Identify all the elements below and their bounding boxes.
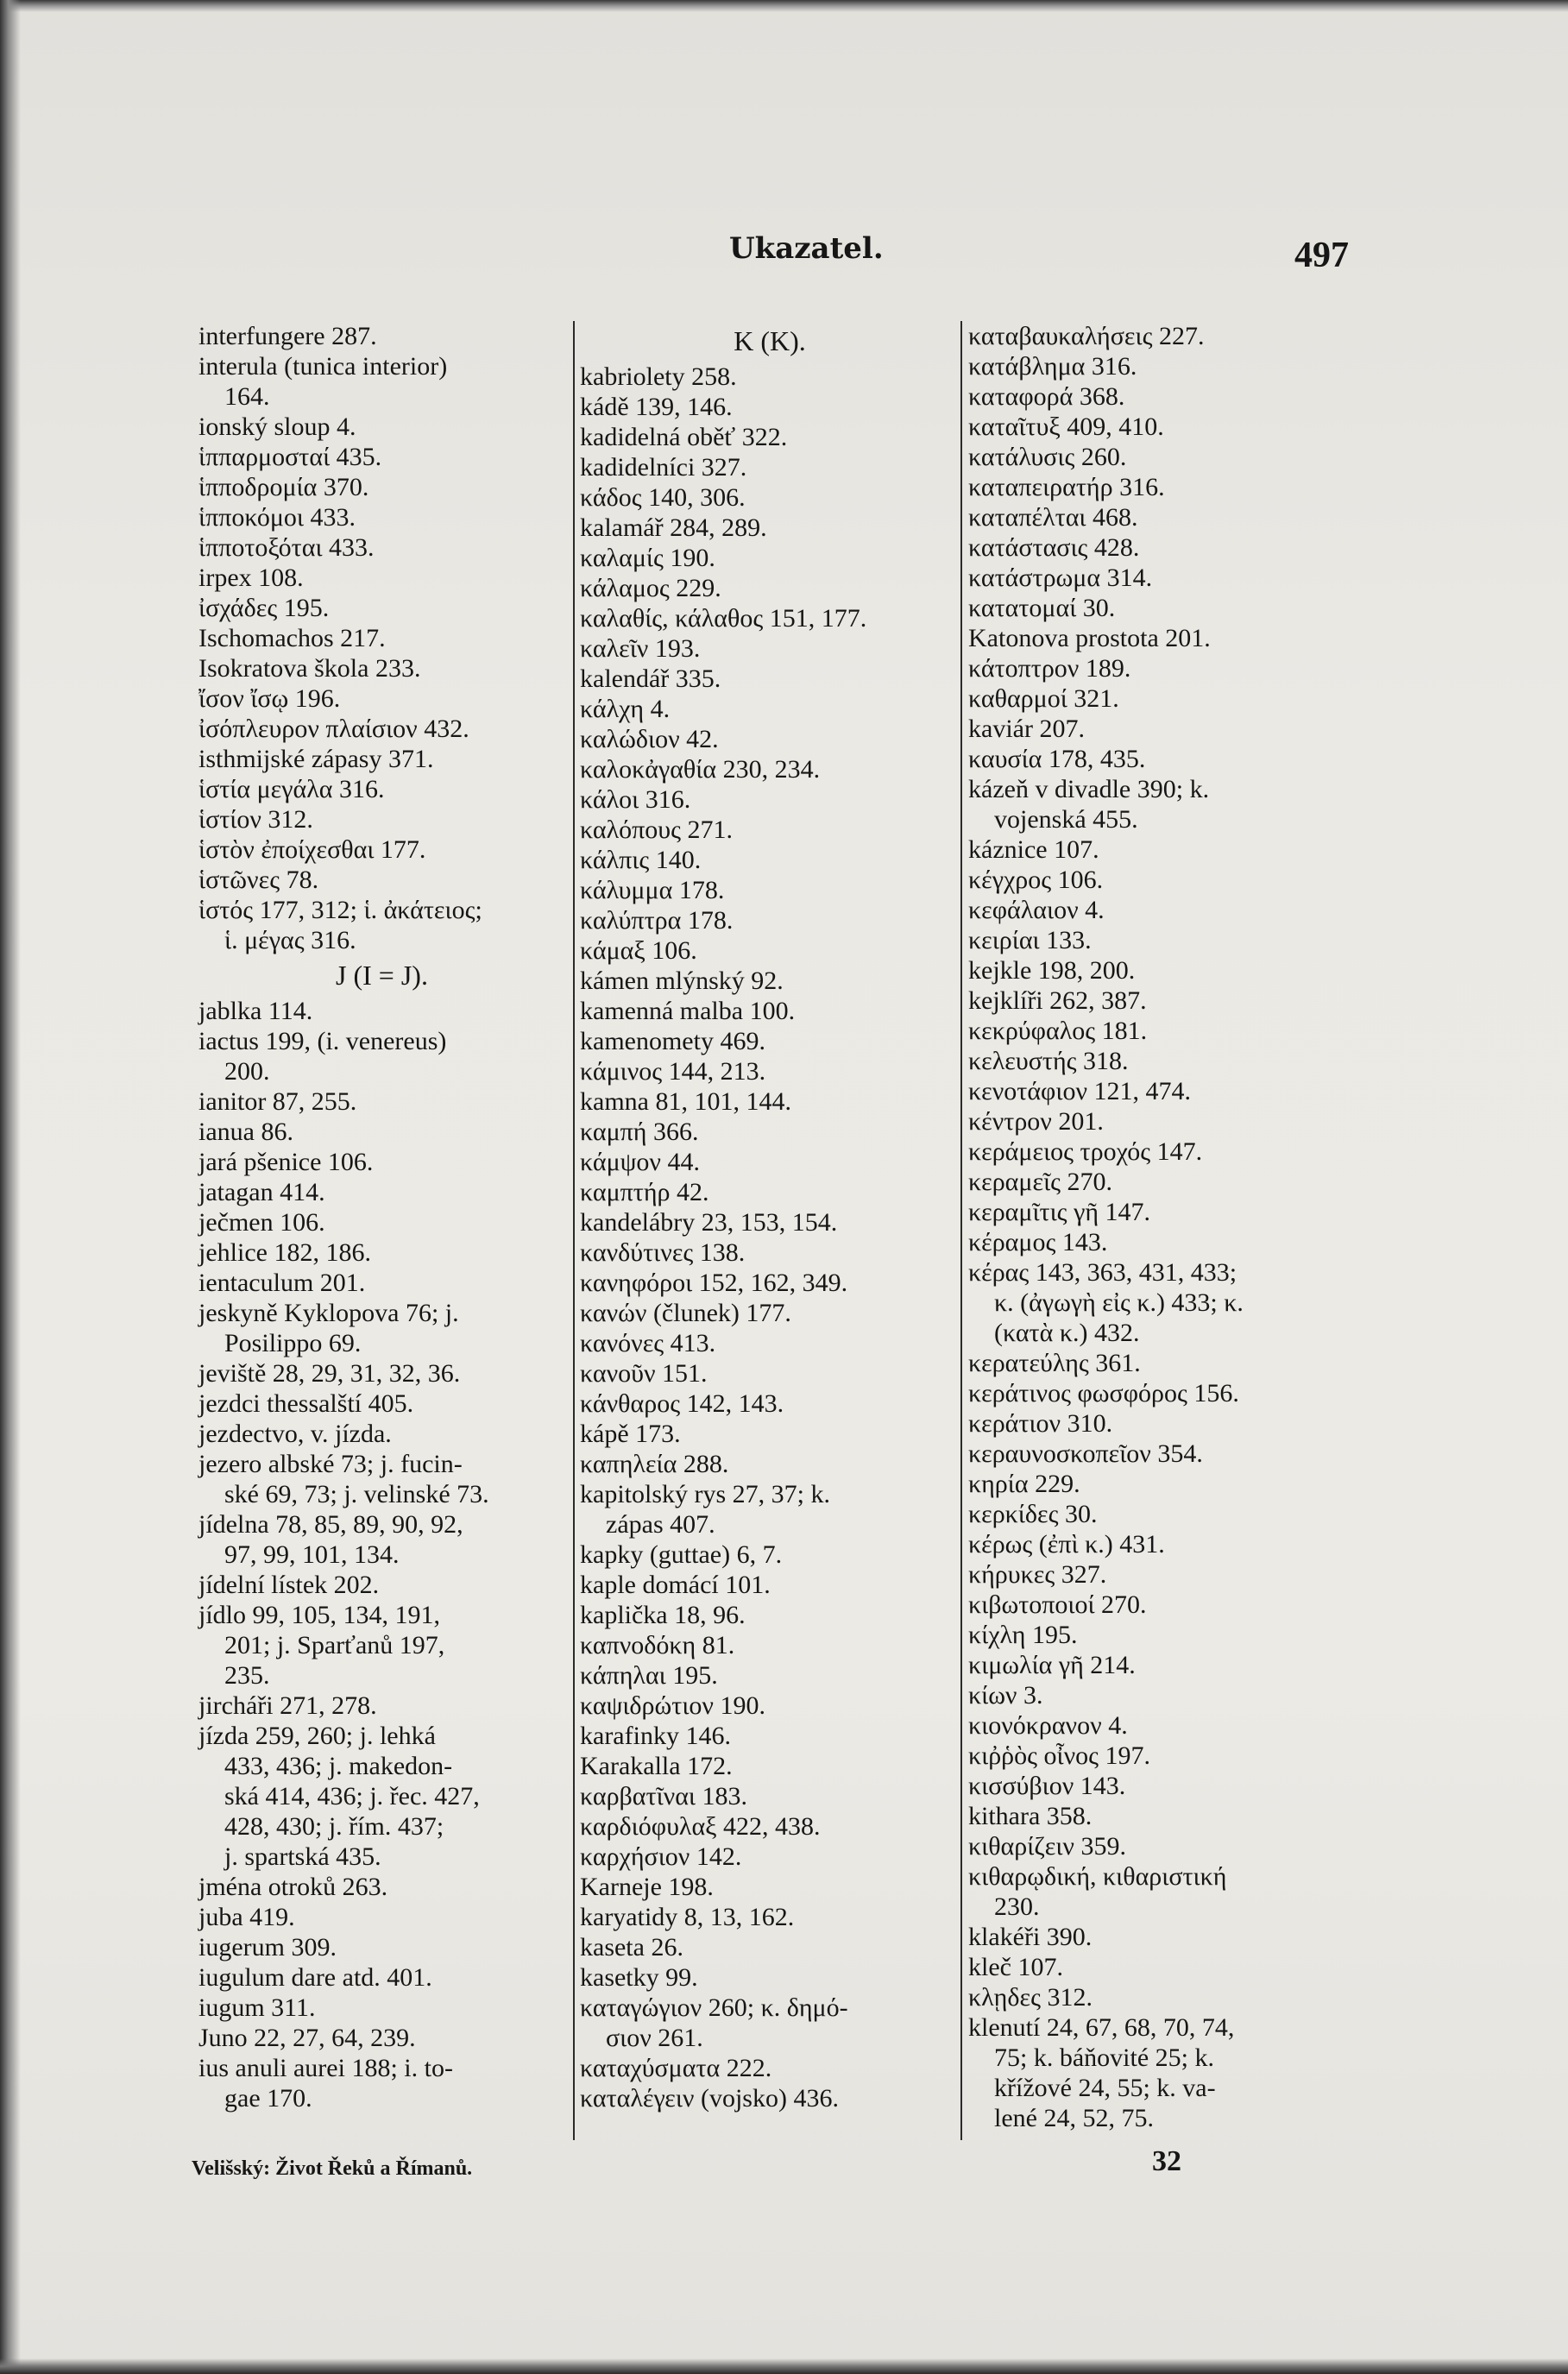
index-entry: κέραμος 143. xyxy=(968,1228,1108,1256)
scan-bottom-edge xyxy=(0,2358,1568,2374)
index-entry: ianitor 87, 255. xyxy=(198,1087,357,1116)
letter-heading: J (I = J). xyxy=(336,960,428,991)
index-entry: ius anuli aurei 188; i. to- xyxy=(198,2054,453,2082)
index-entry: Posilippo 69. xyxy=(224,1329,362,1357)
index-entry: jeskyně Kyklopova 76; j. xyxy=(198,1299,459,1327)
index-entry: iugum 311. xyxy=(198,1993,316,2022)
index-entry: ská 414, 436; j. řec. 427, xyxy=(224,1782,480,1810)
index-entry: κατάβλημα 316. xyxy=(968,352,1137,381)
index-entry: Juno 22, 27, 64, 239. xyxy=(198,2024,416,2052)
index-column-1 xyxy=(198,321,565,2113)
index-entry: κεκρύφαλος 181. xyxy=(968,1017,1148,1045)
index-entry: 200. xyxy=(224,1057,270,1086)
index-entry: κήρυκες 327. xyxy=(968,1560,1107,1589)
index-entry: κανόνες 413. xyxy=(580,1329,716,1357)
index-entry: καταῖτυξ 409, 410. xyxy=(968,412,1164,441)
index-entry: κάλπις 140. xyxy=(580,846,702,874)
index-entry: καπηλεία 288. xyxy=(580,1450,729,1478)
index-entry: ἱπποδρομία 370. xyxy=(198,473,369,501)
letter-heading: K (K). xyxy=(734,325,806,356)
index-entry: jatagan 414. xyxy=(198,1178,325,1206)
index-entry: káznice 107. xyxy=(968,835,1099,864)
index-entry: kejkle 198, 200. xyxy=(968,956,1136,985)
index-entry: j. spartská 435. xyxy=(224,1842,381,1871)
index-entry: ἱστίον 312. xyxy=(198,805,313,834)
index-entry: καταλέγειν (vojsko) 436. xyxy=(580,2084,839,2113)
index-entry: 428, 430; j. řím. 437; xyxy=(224,1812,444,1841)
index-entry: 75; k. báňovité 25; k. xyxy=(994,2043,1214,2072)
index-entry: κιμωλία γῆ 214. xyxy=(968,1651,1136,1679)
index-entry: jídelní lístek 202. xyxy=(198,1571,380,1599)
index-entry: kámen mlýnský 92. xyxy=(580,967,784,995)
index-entry: καλαμίς 190. xyxy=(580,544,715,572)
index-entry: ἱστός 177, 312; ἱ. ἀκάτειος; xyxy=(198,896,482,924)
index-entry: κατατομαί 30. xyxy=(968,594,1116,622)
index-entry: interula (tunica interior) xyxy=(198,352,448,381)
column-rule xyxy=(960,321,962,2140)
index-entry: kithara 358. xyxy=(968,1802,1093,1830)
index-entry: καλύπτρα 178. xyxy=(580,906,734,935)
index-entry: ionský sloup 4. xyxy=(198,412,356,441)
index-entry: κεράτιον 310. xyxy=(968,1409,1113,1438)
index-entry: jídlo 99, 105, 134, 191, xyxy=(198,1601,441,1629)
index-entry: καθαρμοί 321. xyxy=(968,684,1119,713)
index-entry: 201; j. Sparťanů 197, xyxy=(224,1631,445,1659)
index-entry: ἱστὸν ἐποίχεσθαι 177. xyxy=(198,835,426,864)
index-entry: κάνθαρος 142, 143. xyxy=(580,1389,784,1418)
index-entry: ječmen 106. xyxy=(198,1208,325,1237)
index-entry: καλόπους 271. xyxy=(580,815,733,844)
index-entry: ἱ. μέγας 316. xyxy=(224,926,356,954)
index-entry: iactus 199, (i. venereus) xyxy=(198,1027,447,1055)
index-entry: κάλυμμα 178. xyxy=(580,876,725,904)
index-entry: kamenná malba 100. xyxy=(580,997,796,1025)
index-entry: křížové 24, 55; k. va- xyxy=(994,2074,1216,2102)
index-entry: kázeň v divadle 390; k. xyxy=(968,775,1210,803)
index-entry: ἱστῶνες 78. xyxy=(198,866,319,894)
index-entry: κιθαρίζειν 359. xyxy=(968,1832,1126,1861)
index-entry: 433, 436; j. makedon- xyxy=(224,1752,453,1780)
index-entry: κάμαξ 106. xyxy=(580,936,697,965)
index-entry: κ. (ἀγωγὴ εἰς κ.) 433; κ. xyxy=(994,1288,1244,1317)
index-entry: kaplička 18, 96. xyxy=(580,1601,746,1629)
index-entry: καρβατῖναι 183. xyxy=(580,1782,748,1810)
index-entry: κάλχη 4. xyxy=(580,695,671,723)
index-entry: ἱστία μεγάλα 316. xyxy=(198,775,385,803)
scan-top-edge xyxy=(0,0,1568,12)
index-entry: kápě 173. xyxy=(580,1420,681,1448)
index-entry: klenutí 24, 67, 68, 70, 74, xyxy=(968,2013,1235,2042)
index-entry: καλεῖν 193. xyxy=(580,634,701,663)
index-entry: κίων 3. xyxy=(968,1681,1043,1710)
index-entry: jízda 259, 260; j. lehká xyxy=(198,1722,436,1750)
index-entry: kandelábry 23, 153, 154. xyxy=(580,1208,838,1237)
index-column-3 xyxy=(968,321,1355,2133)
index-entry: κιονόκρανον 4. xyxy=(968,1711,1128,1740)
index-entry: karyatidy 8, 13, 162. xyxy=(580,1903,795,1931)
index-entry: kabriolety 258. xyxy=(580,362,737,391)
index-entry: interfungere 287. xyxy=(198,322,377,350)
index-entry: gae 170. xyxy=(224,2084,312,2113)
index-entry: καταφορά 368. xyxy=(968,382,1125,411)
index-entry: jezdci thessalští 405. xyxy=(198,1389,414,1418)
index-entry: zápas 407. xyxy=(606,1510,715,1539)
index-entry: ἱπποκόμοι 433. xyxy=(198,503,356,532)
index-entry: καταπειρατήρ 316. xyxy=(968,473,1165,501)
index-entry: 235. xyxy=(224,1661,270,1690)
index-entry: Karneje 198. xyxy=(580,1873,714,1901)
index-entry: (κατὰ κ.) 432. xyxy=(994,1319,1140,1347)
index-entry: kádě 139, 146. xyxy=(580,393,733,421)
index-entry: ientaculum 201. xyxy=(198,1269,366,1297)
index-entry: Karakalla 172. xyxy=(580,1752,733,1780)
index-entry: 97, 99, 101, 134. xyxy=(224,1540,400,1569)
index-column-2 xyxy=(580,321,960,2113)
index-entry: Ischomachos 217. xyxy=(198,624,386,652)
index-entry: καταγώγιον 260; κ. δημό- xyxy=(580,1993,848,2022)
index-entry: κάδος 140, 306. xyxy=(580,483,746,512)
index-entry: κιῤῥὸς οἶνος 197. xyxy=(968,1741,1151,1770)
index-entry: kapitolský rys 27, 37; k. xyxy=(580,1480,830,1508)
column-rule xyxy=(573,321,575,2140)
index-entry: κανδύτινες 138. xyxy=(580,1238,746,1267)
index-entry: Katonova prostota 201. xyxy=(968,624,1211,652)
index-entry: ἴσον ἴσῳ 196. xyxy=(198,684,341,713)
index-entry: κατάλυσις 260. xyxy=(968,443,1127,471)
index-entry: iugulum dare atd. 401. xyxy=(198,1963,432,1992)
index-entry: καρχήσιον 142. xyxy=(580,1842,742,1871)
index-entry: κέρας 143, 363, 431, 433; xyxy=(968,1258,1237,1287)
index-entry: κελευστής 318. xyxy=(968,1047,1129,1075)
index-entry: ianua 86. xyxy=(198,1118,293,1146)
index-entry: κέγχρος 106. xyxy=(968,866,1104,894)
index-entry: kaple domácí 101. xyxy=(580,1571,771,1599)
signature-mark: 32 xyxy=(1152,2145,1181,2177)
index-entry: καλοκἀγαθία 230, 234. xyxy=(580,755,821,784)
index-entry: jircháři 271, 278. xyxy=(198,1691,377,1720)
index-entry: κιβωτοποιοί 270. xyxy=(968,1590,1147,1619)
index-entry: kamna 81, 101, 144. xyxy=(580,1087,791,1116)
index-entry: 164. xyxy=(224,382,270,411)
index-entry: κέντρον 201. xyxy=(968,1107,1104,1136)
index-entry: κηρία 229. xyxy=(968,1470,1080,1498)
index-entry: σιον 261. xyxy=(606,2024,703,2052)
index-entry: καπνοδόκη 81. xyxy=(580,1631,735,1659)
running-title: Ukazatel. xyxy=(729,231,884,266)
index-entry: karafinky 146. xyxy=(580,1722,731,1750)
footer-imprint: Velišský: Život Řeků a Římanů. xyxy=(192,2157,473,2180)
index-entry: jídelna 78, 85, 89, 90, 92, xyxy=(198,1510,463,1539)
index-entry: κανοῦν 151. xyxy=(580,1359,708,1388)
index-entry: iugerum 309. xyxy=(198,1933,337,1962)
index-entry: κεραυνοσκοπεῖον 354. xyxy=(968,1439,1203,1468)
index-entry: jehlice 182, 186. xyxy=(198,1238,371,1267)
index-entry: ἰσχάδες 195. xyxy=(198,594,330,622)
index-entry: ské 69, 73; j. velinské 73. xyxy=(224,1480,489,1508)
index-entry: κέρως (ἐπὶ κ.) 431. xyxy=(968,1530,1165,1559)
index-entry: καταβαυκαλήσεις 227. xyxy=(968,322,1205,350)
index-entry: κάλαμος 229. xyxy=(580,574,721,602)
index-entry: jezero albské 73; j. fucin- xyxy=(198,1450,463,1478)
index-entry: καψιδρώτιον 190. xyxy=(580,1691,765,1720)
index-entry: kleč 107. xyxy=(968,1953,1063,1981)
index-entry: juba 419. xyxy=(198,1903,295,1931)
index-entry: κερκίδες 30. xyxy=(968,1500,1098,1528)
index-entry: jará pšenice 106. xyxy=(198,1148,374,1176)
index-entry: 230. xyxy=(994,1892,1040,1921)
scan-left-edge xyxy=(0,0,21,2374)
index-entry: kejklíři 262, 387. xyxy=(968,986,1147,1015)
index-entry: ἱπποτοξόται 433. xyxy=(198,533,375,562)
index-entry: κεράτινος φωσφόρος 156. xyxy=(968,1379,1239,1407)
index-entry: καμπή 366. xyxy=(580,1118,699,1146)
index-entry: kamenomety 469. xyxy=(580,1027,765,1055)
index-entry: vojenská 455. xyxy=(994,805,1138,834)
index-entry: jména otroků 263. xyxy=(198,1873,388,1901)
index-entry: κάμινος 144, 213. xyxy=(580,1057,766,1086)
index-entry: kaviár 207. xyxy=(968,715,1085,743)
index-entry: κισσύβιον 143. xyxy=(968,1772,1126,1800)
index-entry: κλῃδες 312. xyxy=(968,1983,1093,2012)
index-entry: κιθαρῳδική, κιθαριστική xyxy=(968,1862,1227,1891)
index-entry: καμπτήρ 42. xyxy=(580,1178,709,1206)
index-entry: κειρίαι 133. xyxy=(968,926,1092,954)
index-entry: καλώδιον 42. xyxy=(580,725,719,753)
index-entry: καλαθίς, κάλαθος 151, 177. xyxy=(580,604,867,633)
index-entry: καρδιόφυλαξ 422, 438. xyxy=(580,1812,821,1841)
index-entry: κεραμῖτις γῆ 147. xyxy=(968,1198,1151,1226)
index-entry: καταπέλται 468. xyxy=(968,503,1138,532)
index-entry: lené 24, 52, 75. xyxy=(994,2104,1154,2132)
index-entry: κεραμεῖς 270. xyxy=(968,1168,1113,1196)
index-entry: κενοτάφιον 121, 474. xyxy=(968,1077,1192,1105)
index-entry: κάμψον 44. xyxy=(580,1148,700,1176)
index-entry: κανών (člunek) 177. xyxy=(580,1299,791,1327)
index-entry: κεφάλαιον 4. xyxy=(968,896,1105,924)
index-entry: kaseta 26. xyxy=(580,1933,683,1962)
index-entry: kadidelníci 327. xyxy=(580,453,747,482)
index-entry: kasetky 99. xyxy=(580,1963,698,1992)
index-entry: κερατεύλης 361. xyxy=(968,1349,1141,1377)
index-entry: κεράμειος τροχός 147. xyxy=(968,1137,1203,1166)
index-entry: Isokratova škola 233. xyxy=(198,654,421,683)
index-entry: κάλοι 316. xyxy=(580,785,691,814)
page-number: 497 xyxy=(1294,236,1349,275)
index-entry: kapky (guttae) 6, 7. xyxy=(580,1540,783,1569)
index-entry: jezdectvo, v. jízda. xyxy=(198,1420,392,1448)
index-entry: irpex 108. xyxy=(198,564,304,592)
index-entry: κατάστασις 428. xyxy=(968,533,1140,562)
index-entry: κάτοπτρον 189. xyxy=(968,654,1131,683)
index-entry: καυσία 178, 435. xyxy=(968,745,1146,773)
index-entry: κίχλη 195. xyxy=(968,1621,1078,1649)
index-entry: isthmijské zápasy 371. xyxy=(198,745,434,773)
index-entry: kalendář 335. xyxy=(580,664,721,693)
index-entry: κατάστρωμα 314. xyxy=(968,564,1153,592)
index-entry: jeviště 28, 29, 31, 32, 36. xyxy=(198,1359,461,1388)
index-entry: ἱππαρμοσταί 435. xyxy=(198,443,382,471)
index-entry: κανηφόροι 152, 162, 349. xyxy=(580,1269,848,1297)
index-entry: kadidelná oběť 322. xyxy=(580,423,788,451)
index-entry: κάπηλαι 195. xyxy=(580,1661,718,1690)
index-entry: jablka 114. xyxy=(198,997,313,1025)
index-entry: ἰσόπλευρον πλαίσιον 432. xyxy=(198,715,469,743)
index-entry: klakéři 390. xyxy=(968,1923,1093,1951)
index-entry: kalamář 284, 289. xyxy=(580,513,767,542)
index-entry: καταχύσματα 222. xyxy=(580,2054,772,2082)
